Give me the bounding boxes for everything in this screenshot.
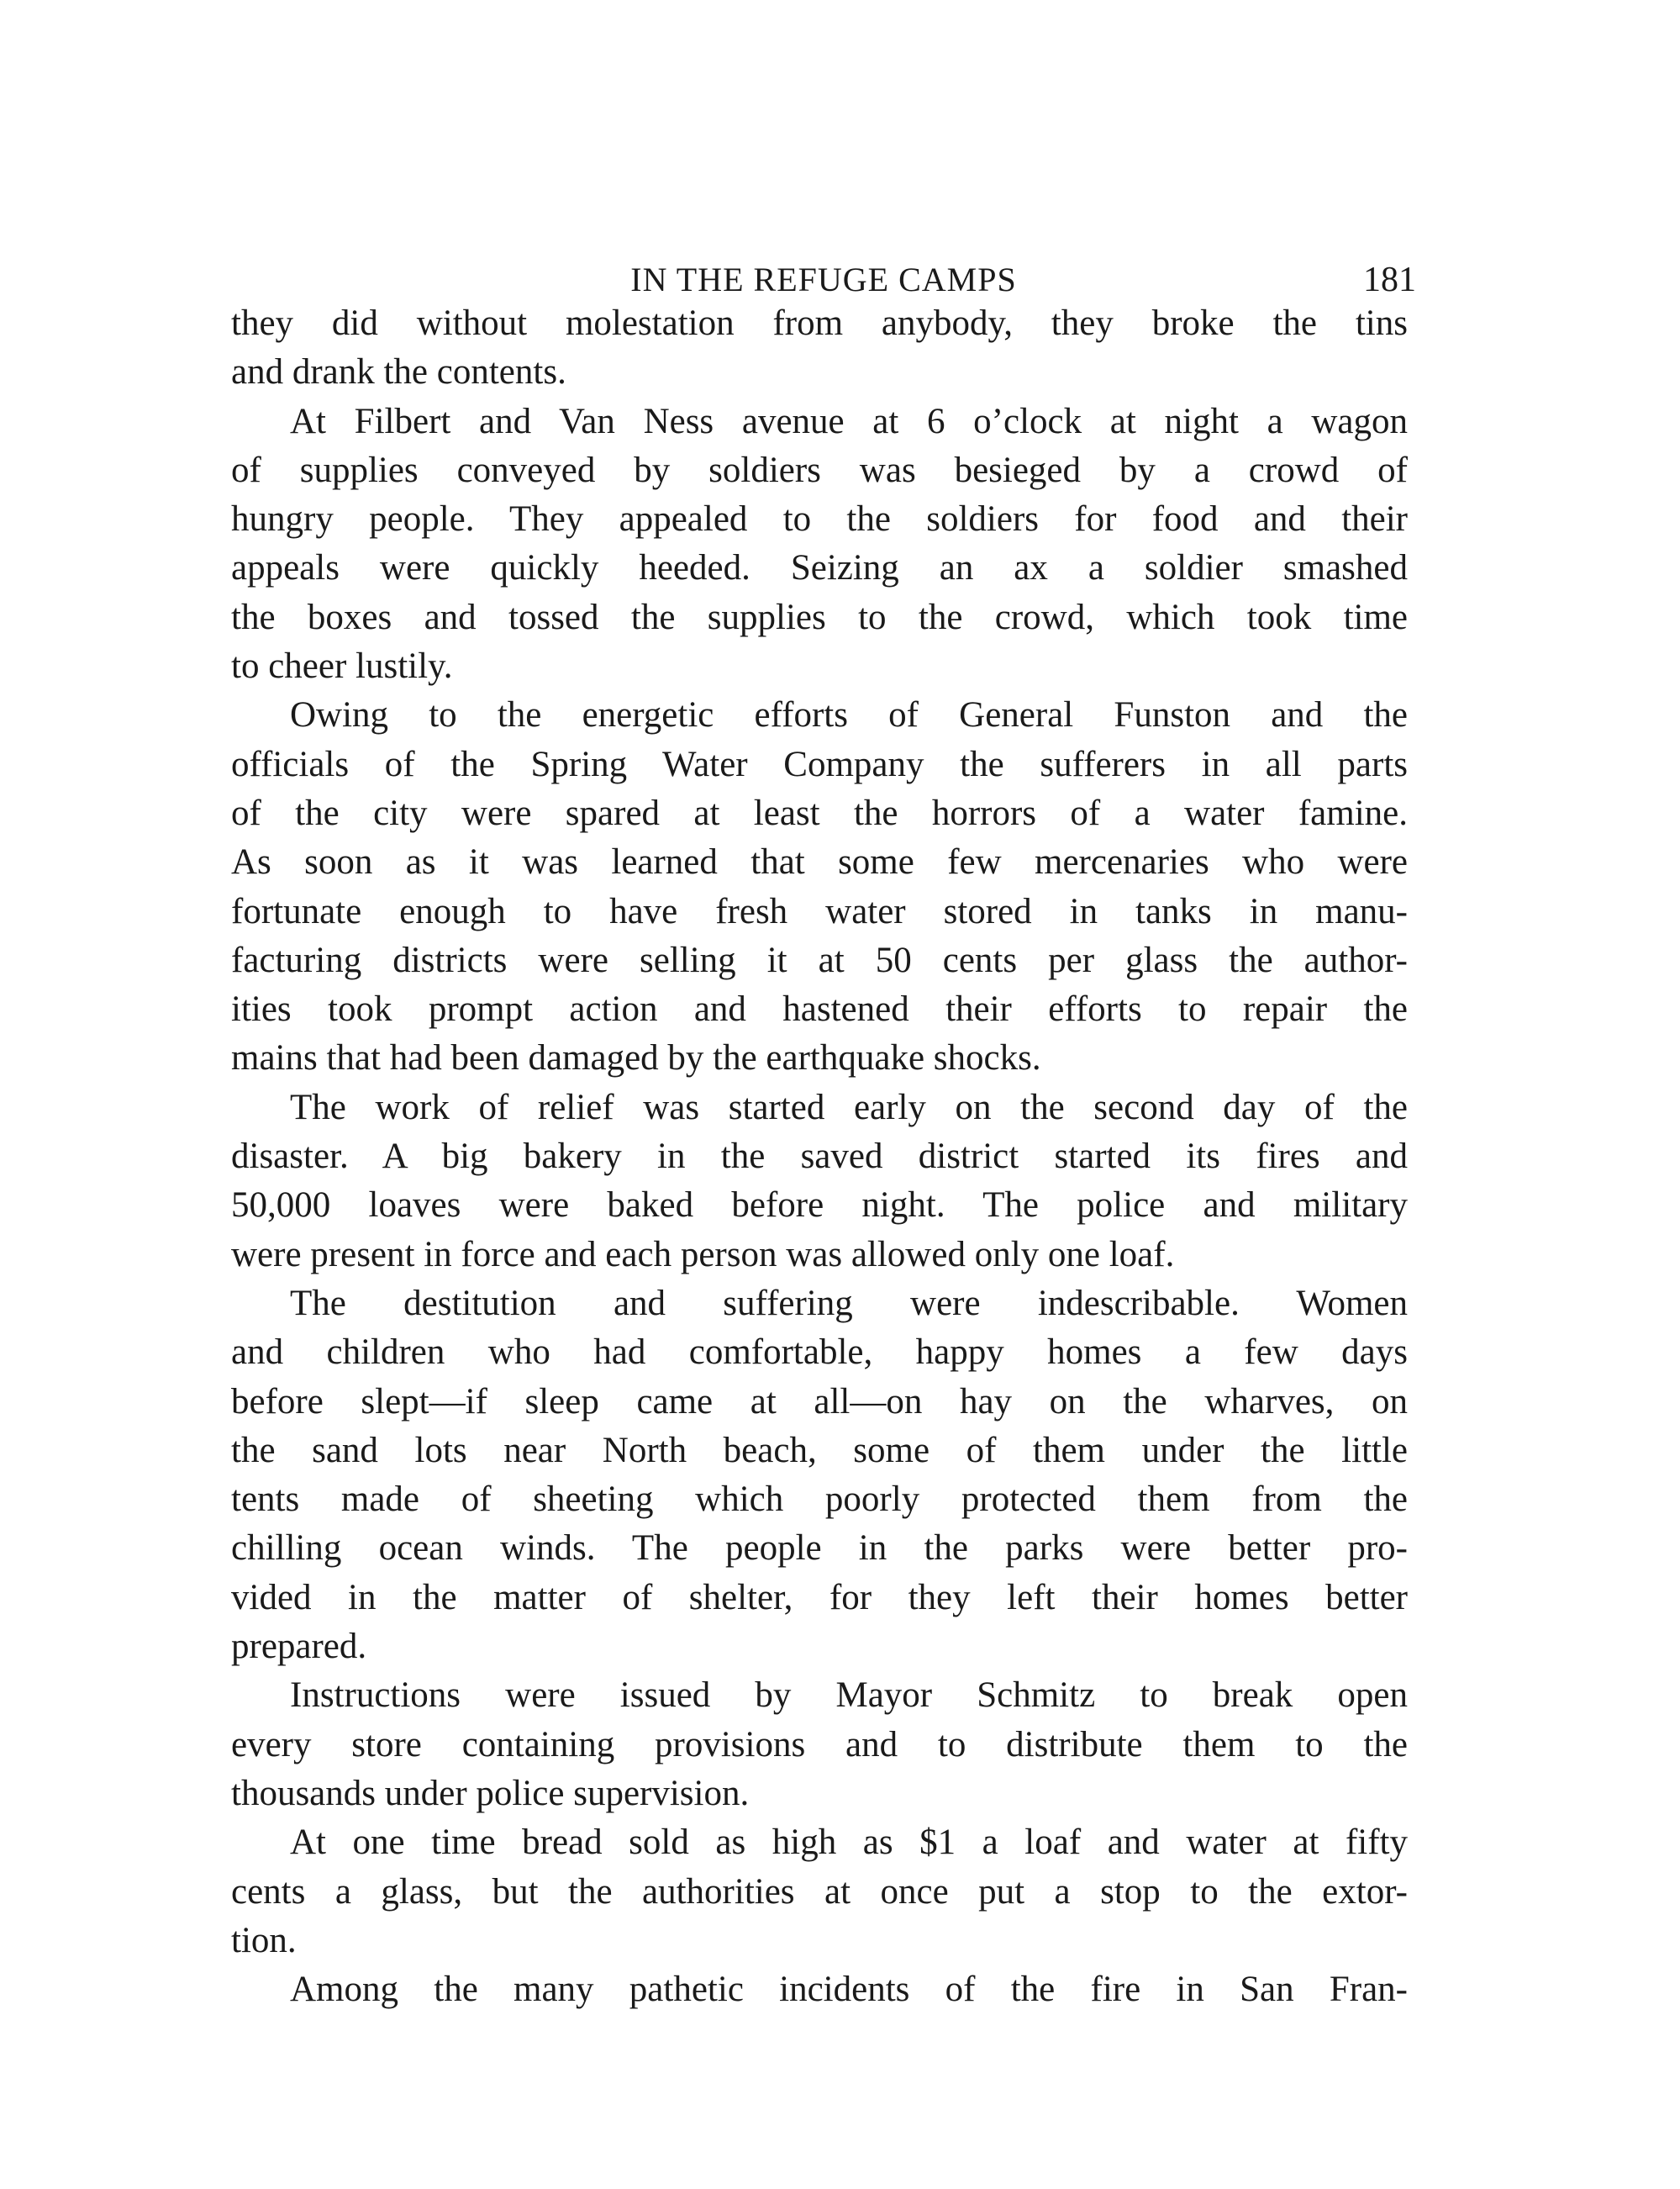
- text-line: As soon as it was learned that some few mercenaries who were: [231, 842, 1408, 883]
- text-line: Among the many pathetic incidents of the fire in San Fran-: [290, 1970, 1408, 2010]
- text-line: hungry people. They appealed to the soldiers for food and their: [231, 499, 1408, 540]
- text-line: of the city were spared at least the horrors of a water famine.: [231, 793, 1408, 833]
- text-line: 50,000 loaves were baked before night. The police and military: [231, 1185, 1408, 1226]
- running-head: [231, 256, 1416, 303]
- paragraph: [231, 1818, 1408, 1965]
- text-line: every store containing provisions and to distribute them to the: [231, 1724, 1408, 1764]
- text-line: and drank the contents.: [231, 352, 566, 393]
- text-line: mains that had been damaged by the earthquake shocks.: [231, 1038, 1041, 1079]
- text-line: tion.: [231, 1920, 297, 1960]
- text-line: thousands under police supervision.: [231, 1773, 750, 1813]
- text-line: officials of the Spring Water Company the sufferers in all parts: [231, 744, 1408, 784]
- text-line: tents made of sheeting which poorly protected them from the: [231, 1480, 1408, 1520]
- text-line: prepared.: [231, 1627, 367, 1667]
- text-line: The work of relief was started early on the second day of the: [290, 1087, 1408, 1127]
- text-line: chilling ocean winds. The people in the parks were better pro-: [231, 1528, 1408, 1569]
- paragraph: [231, 1671, 1408, 1818]
- text-line: appeals were quickly heeded. Seizing an ax a soldier smashed: [231, 548, 1408, 588]
- running-head-title: IN THE REFUGE CAMPS: [630, 261, 1017, 298]
- page-number: 181: [1363, 261, 1416, 299]
- text-line: they did without molestation from anybody, they broke the tins: [231, 303, 1408, 343]
- text-line: to cheer lustily.: [231, 646, 453, 687]
- text-line: vided in the matter of shelter, for they left their homes better: [231, 1577, 1408, 1617]
- paragraph: [231, 398, 1408, 692]
- paragraph: [231, 1965, 1408, 2014]
- paragraph: [231, 299, 1408, 398]
- text-line: The destitution and suffering were indescribable. Women: [290, 1283, 1408, 1323]
- text-line: cents a glass, but the authorities at once put a stop to the extor-: [231, 1871, 1408, 1912]
- text-line: facturing districts were selling it at 50 cents per glass the author-: [231, 940, 1408, 980]
- text-line: before slept—if sleep came at all—on hay on the wharves, on: [231, 1381, 1408, 1422]
- paragraph: [231, 1279, 1408, 1671]
- text-line: were present in force and each person was allowed only one loaf.: [231, 1234, 1175, 1274]
- paragraph: [231, 1084, 1408, 1279]
- text-line: Owing to the energetic efforts of General Funston and the: [290, 695, 1408, 736]
- body-text: [231, 299, 1408, 2014]
- text-line: the boxes and tossed the supplies to the crowd, which took time: [231, 597, 1408, 637]
- paragraph: [231, 691, 1408, 1083]
- text-line: of supplies conveyed by soldiers was besieged by a crowd of: [231, 450, 1408, 490]
- text-line: ities took prompt action and hastened their efforts to repair the: [231, 989, 1408, 1030]
- text-line: the sand lots near North beach, some of them under the little: [231, 1430, 1408, 1470]
- text-line: Instructions were issued by Mayor Schmitz to break open: [290, 1675, 1408, 1716]
- text-line: At Filbert and Van Ness avenue at 6 o’clock at night a wagon: [290, 401, 1408, 441]
- text-line: At one time bread sold as high as $1 a loaf and water at fifty: [290, 1822, 1408, 1863]
- text-line: fortunate enough to have fresh water stored in tanks in manu-: [231, 891, 1408, 931]
- text-line: and children who had comfortable, happy homes a few days: [231, 1332, 1408, 1373]
- text-line: disaster. A big bakery in the saved district started its fires and: [231, 1137, 1408, 1177]
